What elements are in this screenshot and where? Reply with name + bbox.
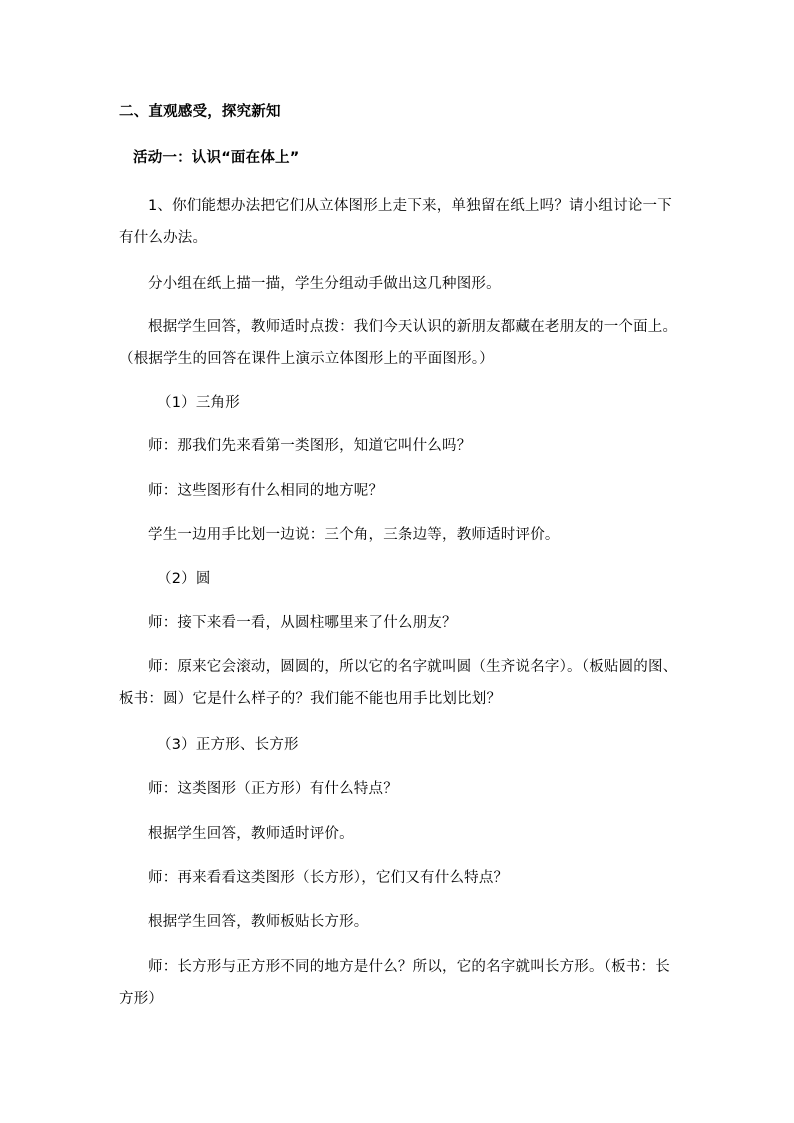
subheading-square-rectangle: （3）正方形、长方形 [157,737,299,753]
paragraph-16: 师：长方形与正方形不同的地方是什么？所以，它的名字就叫长方形。（板书：长方形） [119,959,670,1007]
paragraph-14: 师：再来看看这类图形（长方形），它们又有什么特点？ [148,870,509,886]
paragraph-5: 师：那我们先来看第一类图形，知道它叫什么吗？ [148,438,472,454]
activity-heading: 活动一：认识“面在体上” [133,150,300,166]
subheading-circle: （2）圆 [157,571,211,587]
paragraph-1: 1、你们能想办法把它们从立体图形上走下来，单独留在纸上吗？请小组讨论一下有什么办法。 [119,198,672,246]
paragraph-2: 分小组在纸上描一描，学生分组动手做出这几种图形。 [148,276,501,292]
paragraph-7: 学生一边用手比划一边说：三个角，三条边等，教师适时评价。 [148,527,560,543]
section-heading: 二、直观感受，探究新知 [119,104,281,120]
paragraph-12: 师：这类图形（正方形）有什么特点？ [148,781,398,797]
paragraph-6: 师：这些图形有什么相同的地方呢？ [148,483,384,499]
paragraph-13: 根据学生回答，教师适时评价。 [148,826,354,842]
paragraph-10: 师：原来它会滚动，圆圆的，所以它的名字就叫圆（生齐说名字）。（板贴圆的图、板书：圆）它是什么样子的？我们能不能也用手比划比划？ [119,659,678,707]
paragraph-15: 根据学生回答，教师板贴长方形。 [148,914,369,930]
subheading-triangle: （1）三角形 [157,395,240,411]
paragraph-3: 根据学生回答，教师适时点拨：我们今天认识的新朋友都藏在老朋友的一个面上。（根据学生的回答在课件上演示立体图形上的平面图形。） [119,319,678,367]
paragraph-9: 师：接下来看一看，从圆柱哪里来了什么朋友？ [148,615,457,631]
